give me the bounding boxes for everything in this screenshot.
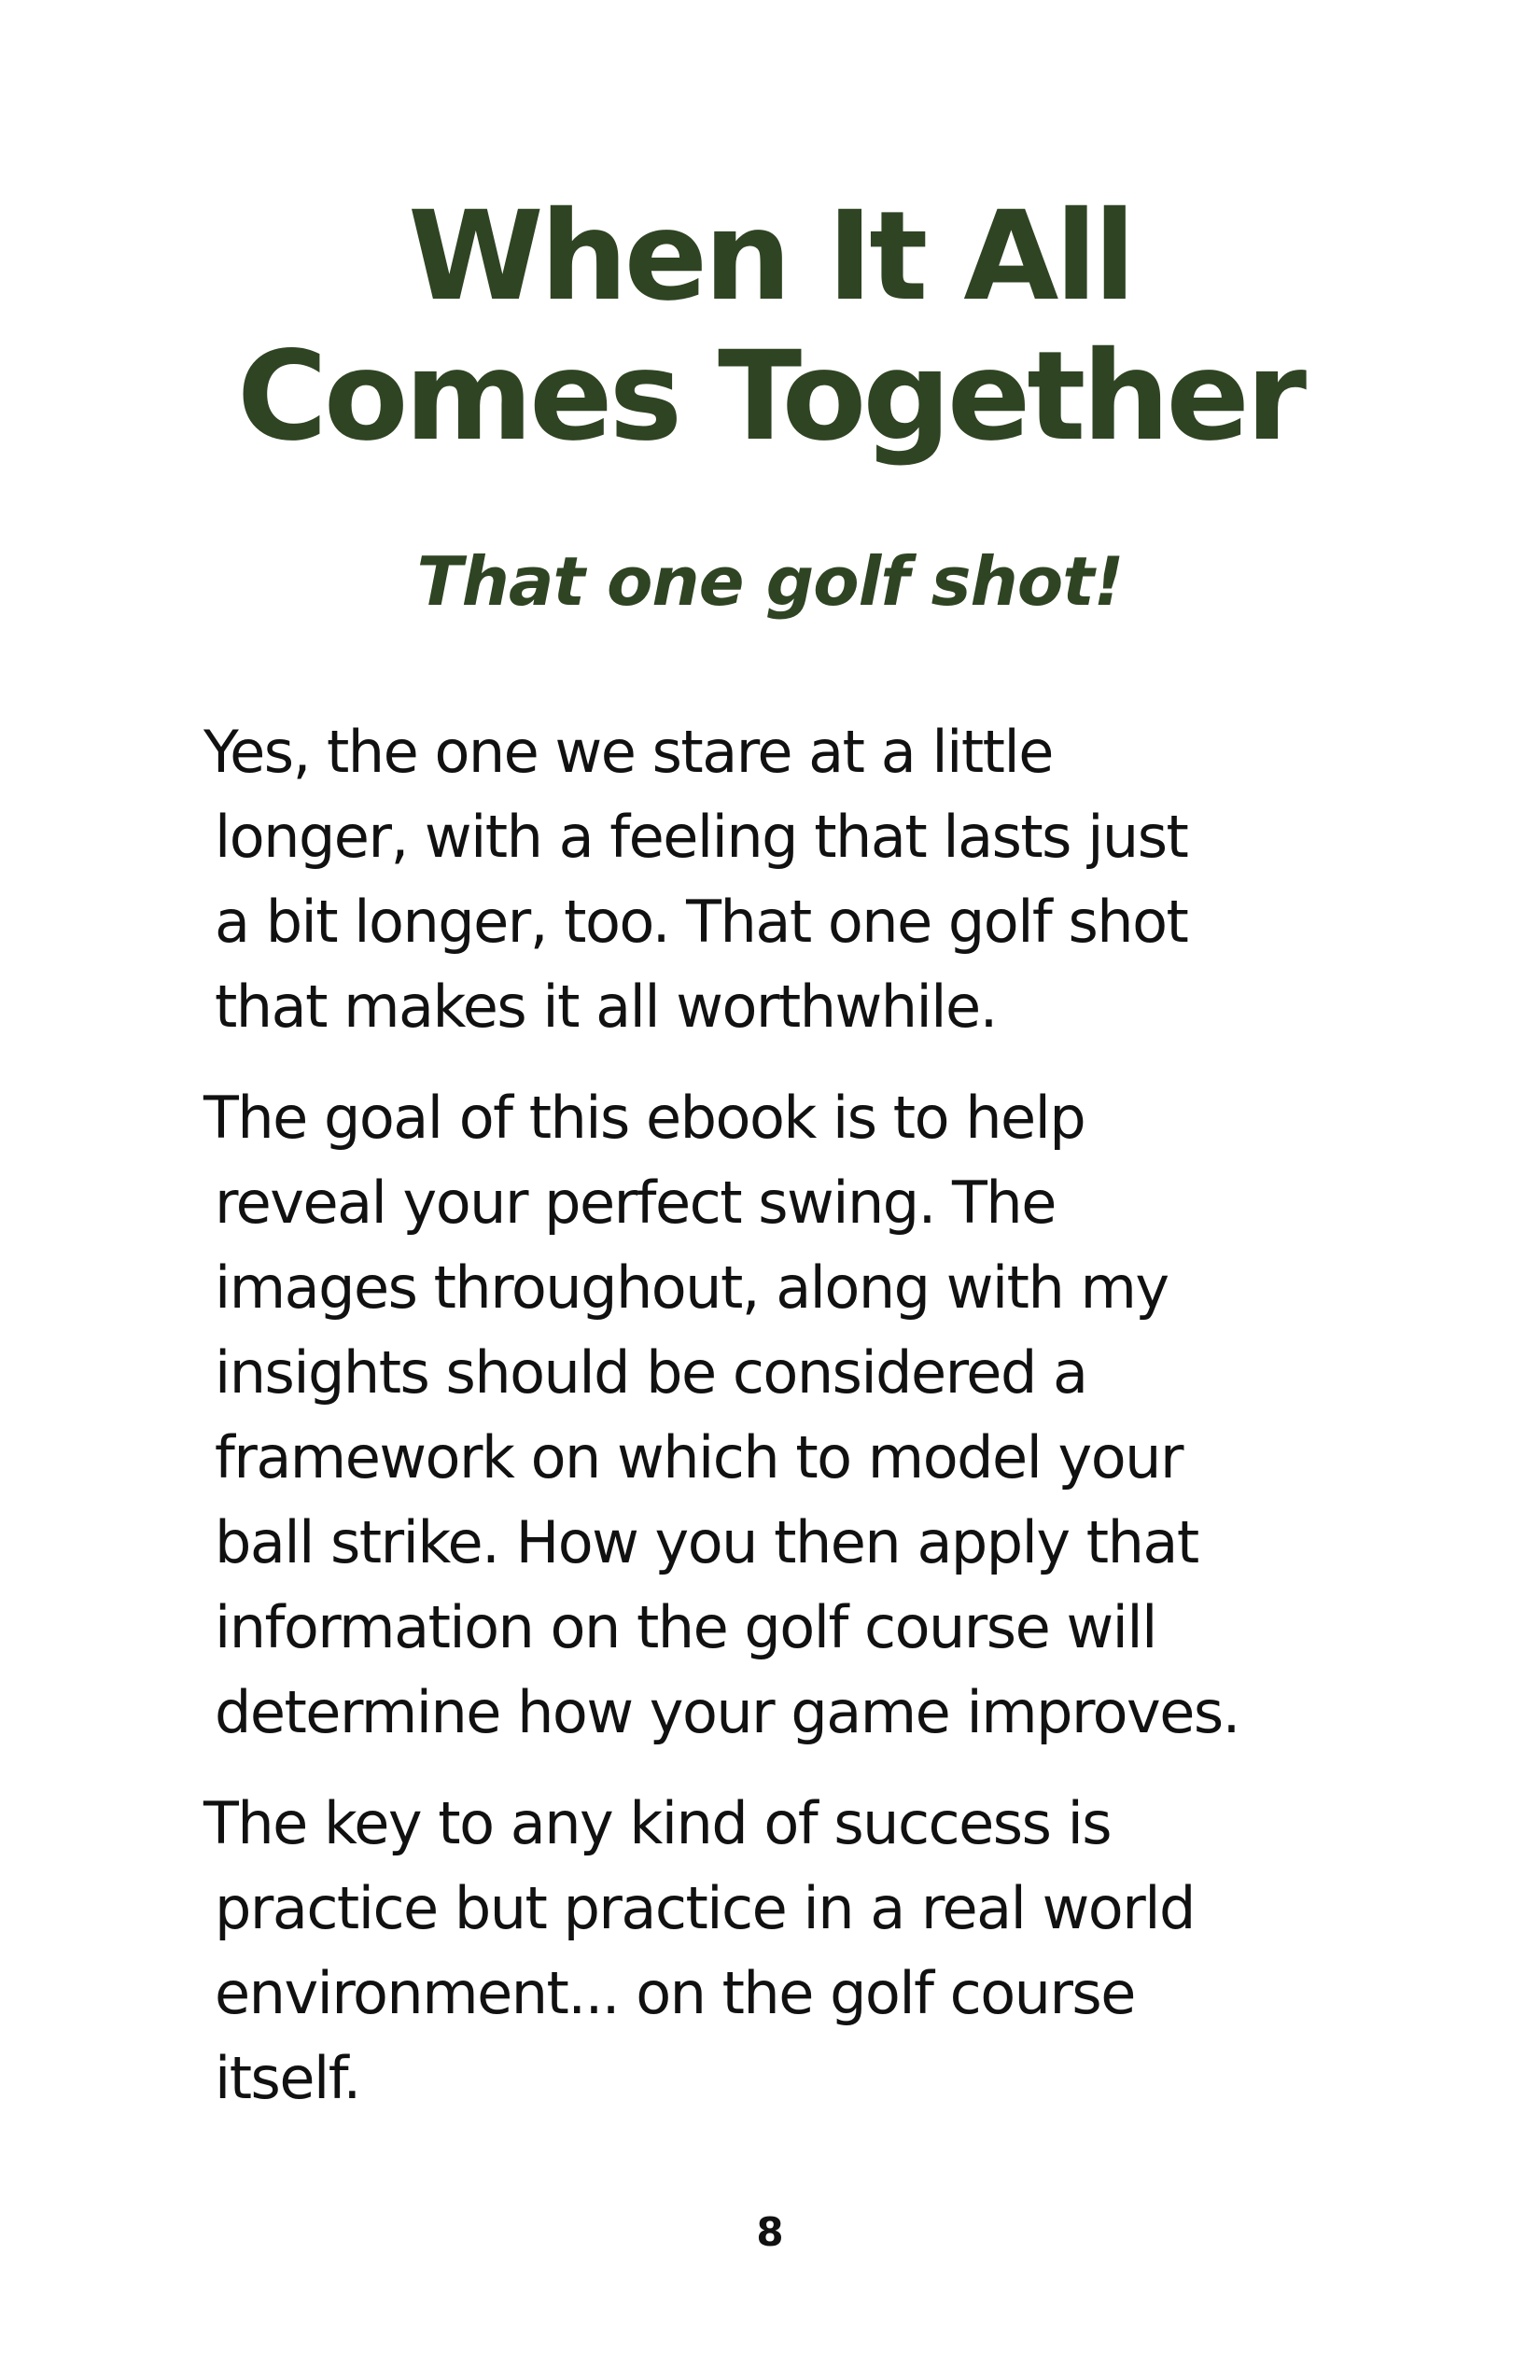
paragraph-line: that makes it all worthwhile. (215, 973, 997, 1041)
paragraph-line: images throughout, along with my (215, 1253, 1169, 1322)
paragraph-2 (203, 1075, 1351, 1755)
page-number: 8 (756, 2209, 784, 2255)
paragraph-line: determine how your game improves. (215, 1678, 1239, 1746)
paragraph-line: information on the golf course will (215, 1593, 1156, 1661)
page-subtitle: That one golf shot! (416, 542, 1124, 621)
paragraph-line: longer, with a feeling that lasts just (215, 803, 1188, 871)
paragraph-line: environment... on the golf course (215, 1959, 1135, 2027)
paragraph-line: a bit longer, too. That one golf shot (215, 888, 1188, 956)
page-title (0, 187, 1540, 467)
paragraph-line: The key to any kind of success is (203, 1789, 1112, 1857)
body-text (203, 709, 1351, 2147)
paragraph-line: The goal of this ebook is to help (203, 1084, 1085, 1152)
page-title-line-2: Comes Together (236, 325, 1304, 469)
paragraph-line: ball strike. How you then apply that (215, 1508, 1198, 1576)
page-title-line-1: When It All (408, 185, 1132, 329)
paragraph-line: insights should be considered a (215, 1338, 1087, 1407)
paragraph-3 (203, 1781, 1351, 2121)
paragraph-line: practice but practice in a real world (215, 1874, 1195, 1942)
paragraph-line: Yes, the one we stare at a little (203, 718, 1053, 786)
paragraph-line: framework on which to model your (215, 1423, 1183, 1491)
paragraph-line: itself. (215, 2044, 360, 2112)
paragraph-1 (203, 709, 1351, 1049)
paragraph-line: reveal your perfect swing. The (215, 1169, 1056, 1237)
